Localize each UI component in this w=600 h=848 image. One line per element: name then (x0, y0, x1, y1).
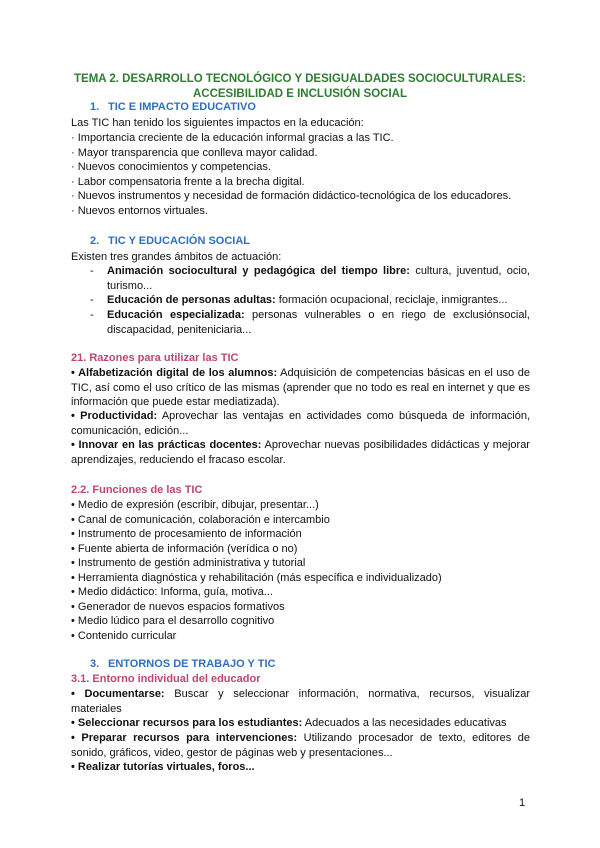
list-item: • Medio lúdico para el desarrollo cognitivo (71, 615, 275, 627)
section-1-intro: Las TIC han tenido los siguientes impactos en la educación: (71, 117, 364, 129)
list-item: • Generador de nuevos espacios formativos (71, 601, 285, 613)
item-text: Aprovechar nuevas posibilidades didácticas y mejorar aprendizajes, reduciendo el fracaso escolar. (71, 439, 530, 466)
dash-marker: - (90, 309, 94, 321)
list-item: • Canal de comunicación, colaboración e intercambio (71, 514, 330, 526)
list-item (71, 760, 530, 775)
item-term: • Seleccionar recursos para los estudiantes: (71, 717, 303, 729)
title-line-1: TEMA 2. DESARROLLO TECNOLÓGICO Y DESIGUALDADES SOCIOCULTURALES: (74, 73, 526, 85)
list-item (71, 409, 530, 438)
item-text: Adquisición de competencias básicas en el uso de TIC, así como el uso crítico de las mismas (aprender que no todo es real en internet y que es información que puede estar mediatizada). (71, 367, 530, 409)
item-term: • Alfabetización digital de los alumnos: (71, 367, 278, 379)
list-item (71, 716, 530, 731)
list-item (71, 731, 530, 760)
list-item: • Instrumento de gestión administrativa y tutorial (71, 557, 306, 569)
section-22-heading: 2.2. Funciones de las TIC (71, 484, 203, 496)
list-item: • Fuente abierta de información (verídica o no) (71, 543, 298, 555)
list-item (71, 687, 530, 716)
item-term: • Innovar en las prácticas docentes: (71, 439, 262, 451)
list-item: • Contenido curricular (71, 630, 177, 642)
list-item: · Nuevos instrumentos y necesidad de formación didáctico-tecnológica de los educadores. (71, 190, 512, 202)
item-term: Educación de personas adultas: (107, 294, 276, 306)
item-term: • Productividad: (71, 410, 158, 422)
item-text: Adecuados a las necesidades educativas (302, 717, 507, 729)
item-text: Aprovechar las ventajas en actividades como búsqueda de información, comunicación, edición... (71, 410, 530, 437)
section-3-title: ENTORNOS DE TRABAJO Y TIC (108, 658, 276, 670)
list-item: • Instrumento de procesamiento de información (71, 528, 302, 540)
list-item: · Nuevos conocimientos y competencias. (71, 161, 271, 173)
section-2-title: TIC Y EDUCACIÓN SOCIAL (108, 235, 250, 247)
list-item: · Nuevos entornos virtuales. (71, 205, 208, 217)
item-term: • Preparar recursos para intervenciones: (71, 732, 298, 744)
section-21-heading: 21. Razones para utilizar las TIC (71, 352, 239, 364)
item-text: Buscar y seleccionar información, normativa, recursos, visualizar materiales (71, 688, 530, 715)
section-1-heading (90, 101, 256, 113)
section-1-number: 1. (90, 101, 100, 113)
dash-marker: - (90, 294, 94, 306)
list-item (71, 366, 530, 410)
list-item: • Medio didáctico: Informa, guía, motiva... (71, 586, 273, 598)
page-number: 1 (519, 797, 526, 809)
item-term: Educación especializada: (107, 309, 245, 321)
list-item (90, 308, 530, 337)
section-2-number: 2. (90, 235, 100, 247)
item-text: formación ocupacional, reciclaje, inmigrantes... (275, 294, 508, 306)
title-line-2: ACCESIBILIDAD E INCLUSIÓN SOCIAL (192, 88, 408, 100)
item-text: personas vulnerables o en riego de exclusiónsocial, discapacidad, peniteniciaria... (107, 309, 530, 336)
list-item: · Labor compensatoria frente a la brecha digital. (71, 176, 305, 188)
list-item: • Herramienta diagnóstica y rehabilitación (más específica e individualizado) (71, 572, 442, 584)
section-1-title: TIC E IMPACTO EDUCATIVO (108, 101, 256, 113)
item-term: • Realizar tutorías virtuales, foros... (71, 761, 255, 773)
list-item (90, 293, 530, 308)
list-item: • Medio de expresión (escribir, dibujar, presentar...) (71, 499, 319, 511)
list-item (90, 264, 530, 293)
item-text: Utilizando procesador de texto, editores de sonido, gráficos, video, gestor de páginas web y presentaciones... (71, 732, 530, 759)
list-item: · Importancia creciente de la educación informal gracias a las TIC. (71, 132, 394, 144)
section-2-intro: Existen tres grandes ámbitos de actuación: (71, 251, 282, 263)
list-item: · Mayor transparencia que conlleva mayor calidad. (71, 147, 318, 159)
dash-marker: - (90, 265, 94, 277)
list-item (71, 438, 530, 467)
section-3-heading (90, 658, 275, 670)
item-text: cultura, juventud, ocio, turismo... (107, 265, 530, 292)
item-term: • Documentarse: (71, 688, 165, 700)
item-term: Animación sociocultural y pedagógica del tiempo libre: (107, 265, 410, 277)
section-2-heading (90, 235, 250, 247)
document-title (60, 72, 540, 102)
section-3-number: 3. (90, 658, 100, 670)
section-31-heading: 3.1. Entorno individual del educador (71, 673, 261, 685)
